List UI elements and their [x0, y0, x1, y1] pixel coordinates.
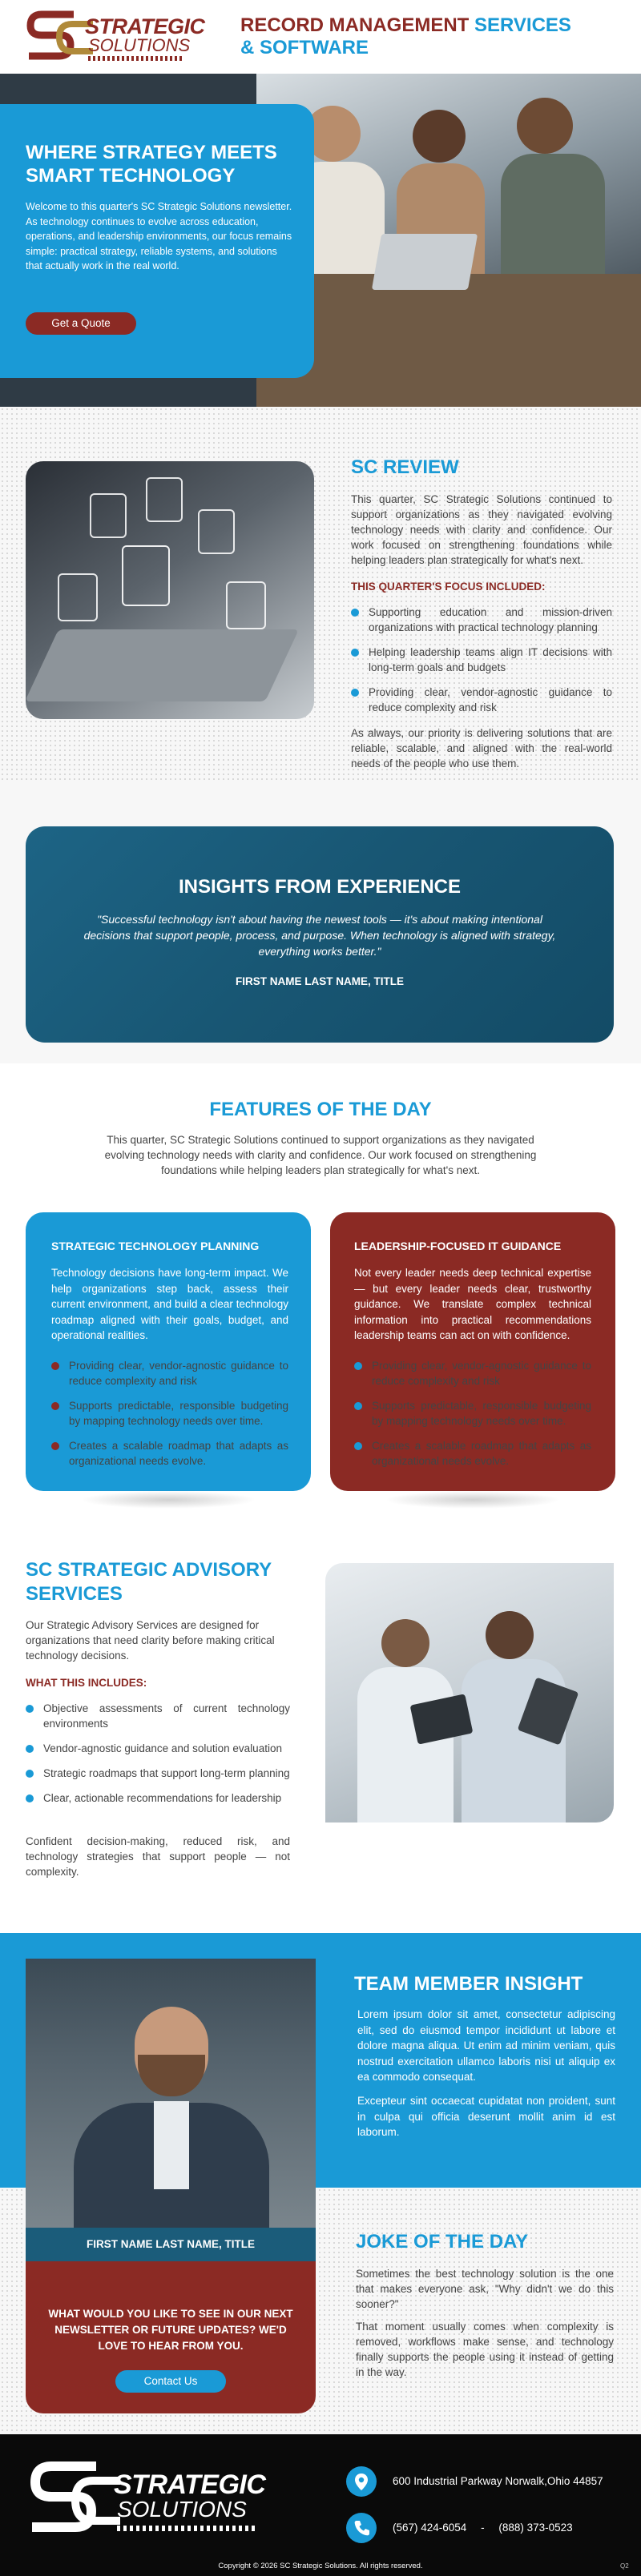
insights-heading: INSIGHTS FROM EXPERIENCE — [178, 876, 462, 898]
review-image — [26, 461, 314, 719]
list-item: Providing clear, vendor-agnostic guidance to reduce complexity and risk — [51, 1358, 288, 1388]
list-item: Supports predictable, responsible budgeting by mapping technology needs over time. — [354, 1398, 591, 1429]
footer-page-tag: Q2 — [620, 2562, 629, 2570]
footer-logo-text-solutions: SOLUTIONS — [117, 2497, 247, 2522]
cta-card — [26, 2261, 316, 2413]
logo-text-strategic: STRATEGIC — [85, 14, 205, 38]
review-heading: SC REVIEW — [351, 456, 459, 478]
features-intro: This quarter, SC Strategic Solutions continued to support organizations as they navigated evolving technology needs with clarity and confidence. Our work focused on strengthening foundations while helping leaders plan strategically for what's next. — [104, 1134, 537, 1176]
footer-copyright: Copyright © 2026 SC Strategic Solutions. All rights reserved. — [218, 2562, 423, 2570]
team-para1: Lorem ipsum dolor sit amet, consectetur adipiscing elit, sed do eiusmod tempor incididunt ut labore et dolore magna aliqua. Ut enim ad minim veniam, quis nostrud exercitation ullamco laboris nisi ut aliquip ex ea commodo consequat. — [357, 2008, 615, 2083]
hero-photo — [256, 74, 641, 407]
feature-card-title: STRATEGIC TECHNOLOGY PLANNING — [51, 1240, 260, 1252]
advisory-intro: Our Strategic Advisory Services are designed for organizations that need clarity before making critical technology decisions. — [26, 1619, 275, 1662]
logo[interactable] — [24, 6, 205, 67]
contact-us-button[interactable]: Contact Us — [115, 2370, 226, 2393]
team-caption: FIRST NAME LAST NAME, TITLE — [87, 2238, 255, 2250]
review-intro: This quarter, SC Strategic Solutions continued to support organizations as they navigated evolving technology needs with clarity and confidence. Our work focused on strengthening foundations while helping leaders plan strategically for what's next. — [351, 493, 612, 566]
review-focus-heading: THIS QUARTER'S FOCUS INCLUDED: — [351, 581, 546, 593]
footer — [0, 2434, 641, 2576]
footer-phone-separator: - — [481, 2522, 485, 2534]
hero-card — [0, 104, 314, 378]
footer-logo-underline — [117, 2526, 258, 2531]
feature-card-list — [354, 1358, 591, 1478]
footer-logo-text-strategic: STRATEGIC — [114, 2470, 266, 2500]
list-item: Objective assessments of current technology environments — [26, 1701, 290, 1731]
advisory-closing: Confident decision-making, reduced risk, and technology strategies that support people — not complexity. — [26, 1835, 290, 1878]
team-heading: TEAM MEMBER INSIGHT — [354, 1973, 583, 1995]
map-pin-icon — [346, 2466, 377, 2497]
footer-phones — [393, 2522, 573, 2534]
joke-heading: JOKE OF THE DAY — [356, 2231, 529, 2252]
list-item: Supports predictable, responsible budgeting by mapping technology needs over time. — [51, 1398, 288, 1429]
footer-address[interactable]: 600 Industrial Parkway Norwalk,Ohio 44857 — [393, 2475, 603, 2487]
joke-para1: Sometimes the best technology solution is the one that makes everyone ask, "Why didn't we do this sooner?" — [356, 2268, 614, 2310]
feature-card-title: LEADERSHIP-FOCUSED IT GUIDANCE — [354, 1240, 562, 1252]
advisory-image — [325, 1563, 614, 1822]
features-heading: FEATURES OF THE DAY — [209, 1099, 432, 1120]
list-item: Providing clear, vendor-agnostic guidance to reduce complexity and risk — [351, 685, 612, 715]
list-item: Vendor-agnostic guidance and solution evaluation — [26, 1741, 290, 1756]
hero-body: Welcome to this quarter's SC Strategic Solutions newsletter. As technology continues to evolve across education, operations, and leadership environments, our focus remains simple: practical strategy, reliable systems, and solutions that actually work in the real world. — [26, 201, 292, 271]
footer-logo-mark-icon — [27, 2455, 123, 2543]
footer-logo[interactable] — [27, 2455, 268, 2543]
advisory-list — [26, 1701, 290, 1815]
list-item: Creates a scalable roadmap that adapts as organizational needs evolve. — [51, 1438, 288, 1469]
list-item: Strategic roadmaps that support long-term planning — [26, 1766, 290, 1781]
feature-card-leadership-guidance — [330, 1212, 615, 1491]
list-item: Helping leadership teams align IT decisions with long-term goals and budgets — [351, 645, 612, 675]
insights-quote: "Successful technology isn't about having the newest tools — it's about making intentional decisions that support people, process, and purpose. When technology is aligned with strategy, everything works better." — [83, 913, 556, 958]
logo-underline — [88, 56, 183, 61]
insights-author: FIRST NAME LAST NAME, TITLE — [236, 975, 404, 987]
feature-card-body: Technology decisions have long-term impact. We help organizations step back, assess their current environment, and build a clear technology roadmap aligned with their goals, budget, and operational realities. — [51, 1267, 288, 1341]
header-title-part3: & SOFTWARE — [240, 37, 369, 58]
header — [0, 0, 641, 74]
team-caption-bar — [26, 2228, 316, 2261]
review-focus-list — [351, 605, 612, 725]
logo-text-solutions: SOLUTIONS — [88, 35, 191, 55]
list-item: Clear, actionable recommendations for leadership — [26, 1790, 290, 1806]
team-photo — [26, 1959, 316, 2228]
header-title — [240, 14, 625, 59]
header-title-part2: SERVICES — [474, 14, 571, 36]
cta-text: WHAT WOULD YOU LIKE TO SEE IN OUR NEXT NEWSLETTER OR FUTURE UPDATES? WE'D LOVE TO HEAR FROM YOU. — [48, 2308, 293, 2352]
feature-card-body: Not every leader needs deep technical expertise — but every leader needs clear, trustworthy guidance. We translate complex technical information into practical recommendations leadership teams can act on with confidence. — [354, 1267, 591, 1341]
get-a-quote-button[interactable]: Get a Quote — [26, 312, 136, 335]
review-closing: As always, our priority is delivering solutions that are reliable, scalable, and aligned with the real-world needs of the people who use them. — [351, 727, 612, 770]
phone-icon — [346, 2513, 377, 2543]
team-para2: Excepteur sint occaecat cupidatat non proident, sunt in culpa qui officia deserunt mollit anim id est laborum. — [357, 2095, 615, 2138]
feature-card-strategic-planning — [26, 1212, 311, 1491]
hero-section — [0, 74, 641, 407]
header-title-part1: RECORD MANAGEMENT — [240, 14, 474, 36]
list-item: Providing clear, vendor-agnostic guidance to reduce complexity and risk — [354, 1358, 591, 1388]
hero-heading: WHERE STRATEGY MEETS SMART TECHNOLOGY — [26, 142, 277, 187]
advisory-includes-heading: WHAT THIS INCLUDES: — [26, 1677, 147, 1689]
footer-phone-2[interactable]: (888) 373-0523 — [498, 2522, 573, 2534]
list-item: Supporting education and mission-driven organizations with practical technology planning — [351, 605, 612, 635]
list-item: Creates a scalable roadmap that adapts as organizational needs evolve. — [354, 1438, 591, 1469]
advisory-heading: SC STRATEGIC ADVISORY SERVICES — [26, 1559, 272, 1605]
footer-phone-1[interactable]: (567) 424-6054 — [393, 2522, 467, 2534]
feature-card-shadow — [385, 1491, 561, 1509]
insights-card — [26, 826, 614, 1043]
feature-card-list — [51, 1358, 288, 1478]
joke-para2: That moment usually comes when complexity is removed, workflows make sense, and technology finally supports the people using it instead of getting in the way. — [356, 2321, 614, 2378]
feature-card-shadow — [80, 1491, 256, 1509]
